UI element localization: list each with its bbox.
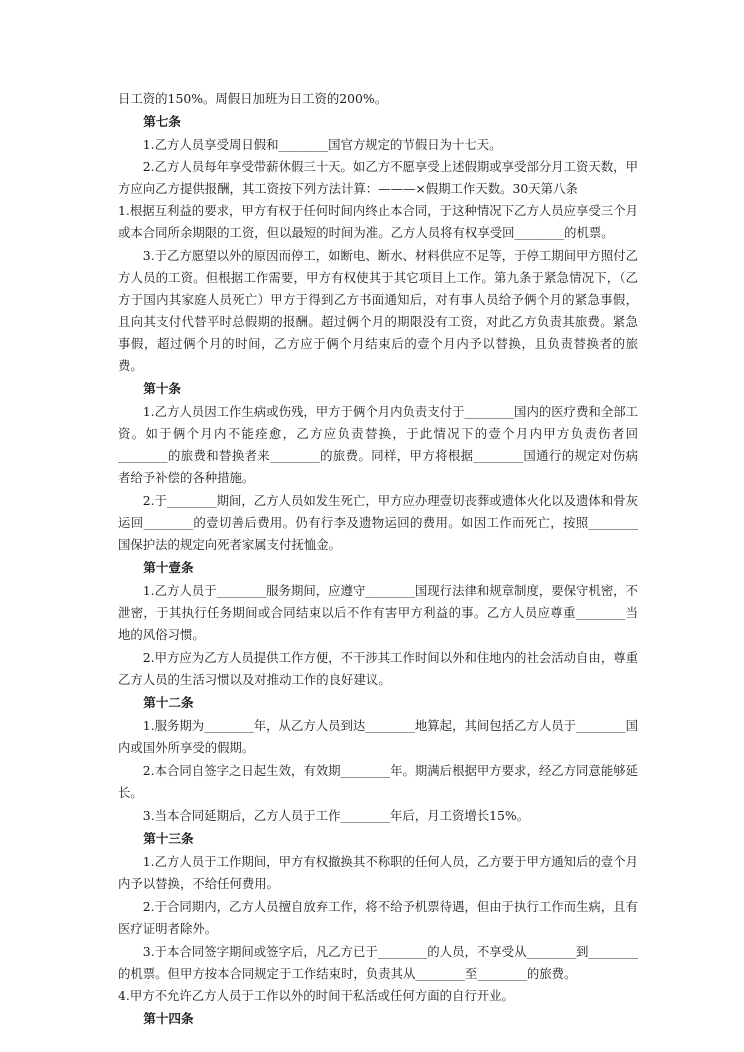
article-11-clause-2: 2.甲方应为乙方人员提供工作方便，不干涉其工作时间以外和住地内的社会活动自由，尊重乙方人员的生活习惯以及对推动工作的良好建议。 (118, 650, 638, 687)
article-11-clause-1: 1.乙方人员于________服务期间，应遵守________国现行法律和规章制度，要保守机密，不泄密，于其执行任务期间或合同结束以后不作有害甲方利益的事。乙方人员应尊重________当地的风俗习惯。 (118, 583, 638, 642)
article-7-clause-2: 2.乙方人员每年享受带薪休假三十天。如乙方不愿享受上述假期或享受部分月工资天数，甲方应向乙方提供报酬，其工资按下列方法计算：———×假期工作天数。30天第八条 (118, 159, 638, 196)
article-heading-10: 第十条 (143, 381, 181, 396)
contract-body (118, 88, 638, 1031)
article-heading-12: 第十二条 (143, 695, 194, 710)
article-heading-7: 第七条 (143, 114, 181, 129)
article-13-clause-3: 3.于本合同签字期间或签字后，凡乙方已于________的人员，不享受从________到________的机票。但甲方按本合同规定于工作结束时，负责其从________至________的旅费。 (118, 944, 638, 981)
article-heading-11: 第十壹条 (143, 560, 194, 575)
article-12-clause-1: 1.服务期为________年，从乙方人员到达________地算起，其间包括乙方人员于________国内或国外所享受的假期。 (118, 718, 638, 755)
article-8-clause-3: 3.于乙方愿望以外的原因而停工，如断电、断水、材料供应不足等，于停工期间甲方照付乙方人员的工资。但根据工作需要，甲方有权使其于其它项目上工作。第九条于紧急情况下，（乙方于国内其家庭人员死亡）甲方于得到乙方书面通知后，对有事人员给予俩个月的紧急事假，且向其支付代替平时总假期的报酬。超过俩个月的期限没有工资，对此乙方负责其旅费。紧急事假，超过俩个月的时间，乙方应于俩个月结束后的壹个月内予以替换，且负责替换者的旅费。 (118, 248, 638, 373)
article-13-clause-2: 2.于合同期内，乙方人员擅自放弃工作，将不给予机票待遇，但由于执行工作而生病，且有医疗证明者除外。 (118, 899, 638, 936)
article-7-clause-1: 1.乙方人员享受周日假和________国官方规定的节假日为十七天。 (142, 137, 502, 152)
article-heading-13: 第十三条 (143, 831, 194, 846)
article-12-clause-2: 2.本合同自签字之日起生效，有效期________年。期满后根据甲方要求，经乙方同意能够延长。 (118, 763, 638, 800)
article-10-clause-2: 2.于________期间，乙方人员如发生死亡，甲方应办理壹切丧葬或遗体火化以及遗体和骨灰运回________的壹切善后费用。仍有行李及遗物运回的费用。如因工作而死亡，按照________国保护法的规定向死者家属支付抚恤金。 (118, 493, 638, 552)
article-8-clause-1: 1.根据互利益的要求，甲方有权于任何时间内终止本合同，于这种情况下乙方人员应享受三个月或本合同所余期限的工资，但以最短的时间为准。乙方人员将有权享受回________的机票。 (118, 203, 638, 240)
paragraph-overtime-rate: 日工资的150%。周假日加班为日工资的200%。 (118, 91, 388, 106)
article-13-clause-1: 1.乙方人员于工作期间，甲方有权撤换其不称职的任何人员，乙方要于甲方通知后的壹个月内予以替换，不给任何费用。 (118, 854, 638, 891)
article-10-clause-1: 1.乙方人员因工作生病或伤残，甲方于俩个月内负责支付于________国内的医疗费和全部工资。如于俩个月内不能痊愈，乙方应负责替换，于此情况下的壹个月内甲方负责伤者回________的旅费和替换者来________的旅费。同样，甲方将根据________国通行的规定对伤病者给予补偿的各种措施。 (118, 404, 638, 485)
article-13-clause-4: 4.甲方不允许乙方人员于工作以外的时间干私活或任何方面的自行开业。 (118, 988, 514, 1003)
article-heading-14: 第十四条 (143, 1011, 194, 1026)
article-12-clause-3: 3.当本合同延期后，乙方人员于工作________年后，月工资增长15%。 (142, 808, 530, 823)
